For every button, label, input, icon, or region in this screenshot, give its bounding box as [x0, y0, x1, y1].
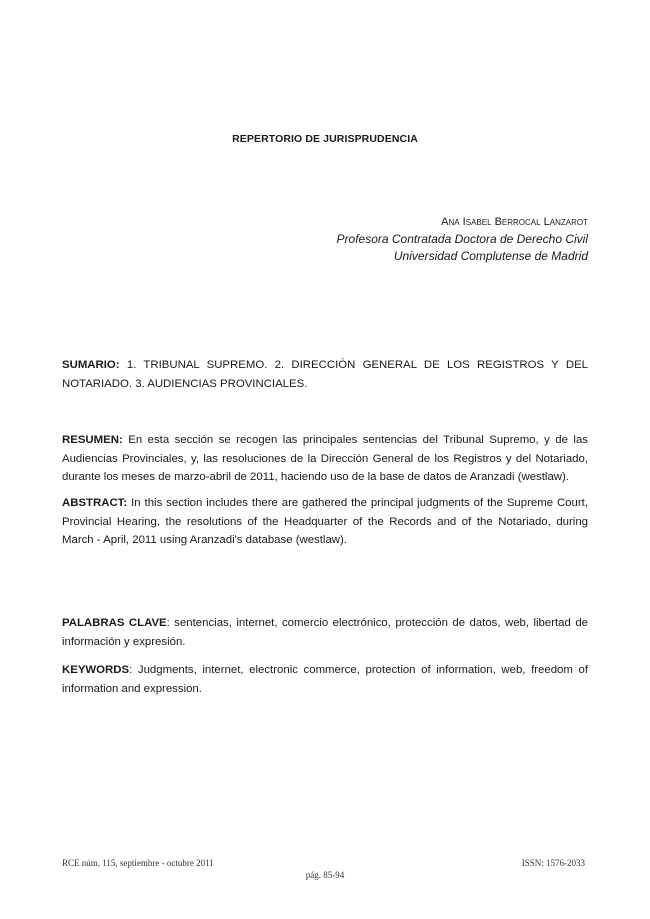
- sumario-text: 1. TRIBUNAL SUPREMO. 2. DIRECCIÓN GENERAL DE LOS REGISTROS Y DEL NOTARIADO. 3. AUDIENCIAS PROVINCIALES.: [62, 359, 588, 390]
- keywords-label: KEYWORDS: [62, 664, 130, 676]
- abstract-label: ABSTRACT:: [62, 497, 128, 509]
- footer-journal: RCE núm. 115, septiembre - octubre 2011: [62, 858, 214, 868]
- author-name: Ana Isabel Berrocal Lanzarot: [441, 216, 588, 228]
- keywords-paragraph: [62, 661, 588, 698]
- author-university: Universidad Complutense de Madrid: [393, 249, 588, 263]
- palabras-clave-paragraph: [62, 614, 588, 651]
- resumen-label: RESUMEN:: [62, 434, 123, 446]
- abstract-text: In this section includes there are gathered the principal judgments of the Supreme Court, Provincial Hearing, the resolutions of the Headquarter of the Records and of the Notariado, during March - April, 2011 using Aranzadi's database (westlaw).: [62, 497, 588, 546]
- page-title: REPERTORIO DE JURISPRUDENCIA: [232, 133, 418, 145]
- resumen-paragraph: [62, 431, 588, 487]
- resumen-text: En esta sección se recogen las principales sentencias del Tribunal Supremo, y de las Audiencias Provinciales, y, las resoluciones de la Dirección General de los Registros y del Notariado, durante los meses de marzo-abril de 2011, haciendo uso de la base de datos de Aranzadi (westlaw).: [62, 434, 588, 483]
- keywords-text: : Judgments, internet, electronic commerce, protection of information, web, freedom of information and expression.: [62, 664, 588, 695]
- author-role: Profesora Contratada Doctora de Derecho Civil: [336, 232, 588, 246]
- sumario-label: SUMARIO:: [62, 359, 120, 371]
- footer-issn: ISSN: 1576-2033: [521, 858, 585, 868]
- footer-page-range: pág. 85-94: [305, 870, 345, 880]
- palabras-clave-label: PALABRAS CLAVE: [62, 617, 167, 629]
- palabras-clave-text: : sentencias, internet, comercio electrónico, protección de datos, web, libertad de información y expresión.: [62, 617, 588, 648]
- author-block: [337, 214, 588, 265]
- abstract-paragraph: [62, 494, 588, 550]
- sumario-paragraph: [62, 356, 588, 393]
